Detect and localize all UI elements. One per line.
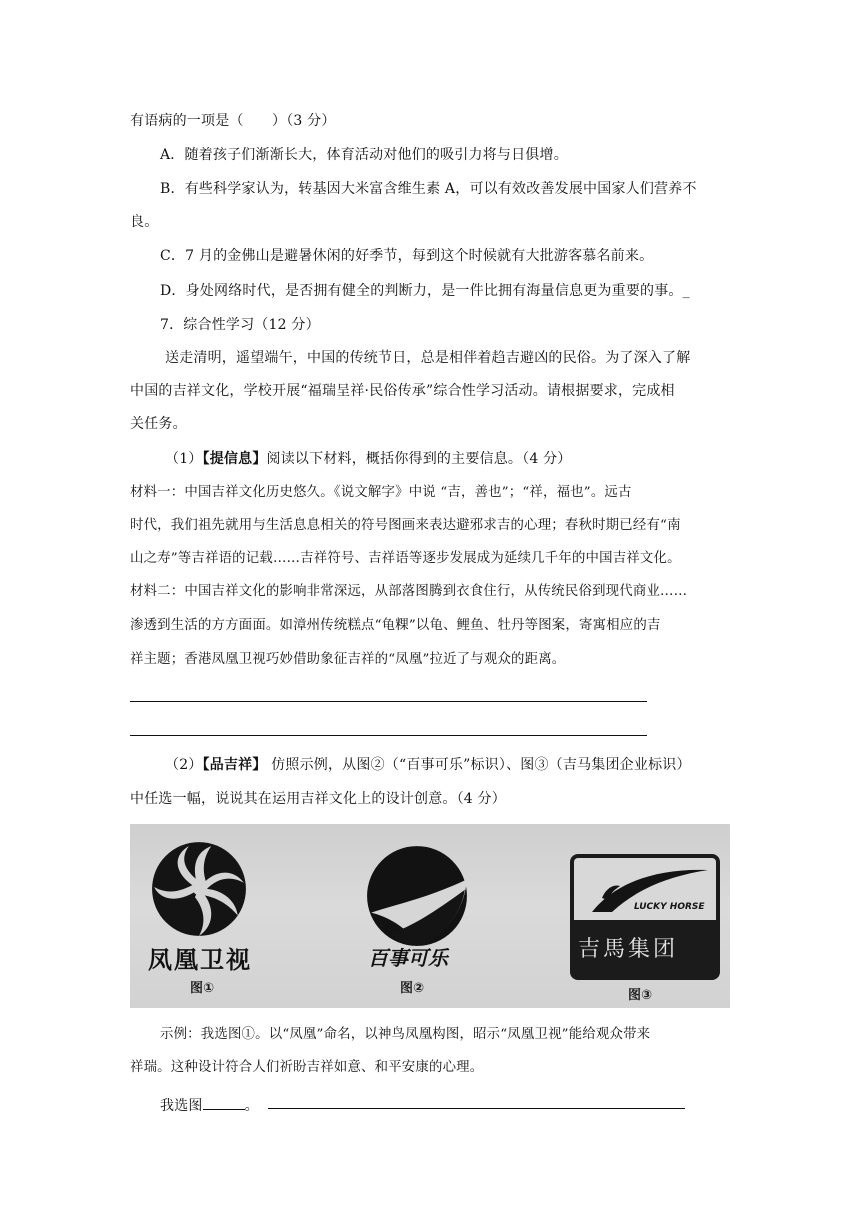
answer-line-2[interactable] <box>130 735 647 736</box>
part2-text: 仿照示例，从图②（“百事可乐”标识）、图③（吉马集团企业标识） <box>266 757 691 773</box>
material-line: 渗透到生活的方方面面。如漳州传统糕点“龟粿”以龟、鲤鱼、牡丹等图案，寄寓相应的吉 <box>130 618 661 633</box>
q6-option-d: D．身处网络时代，是否拥有健全的判断力，是一件比拥有海量信息更为重要的事。_ <box>160 283 690 299</box>
q7-part2-prompt <box>165 755 691 775</box>
example-line2: 祥瑞。这种设计符合人们祈盼吉祥如意、和平安康的心理。 <box>130 1060 484 1075</box>
example-line1: 示例：我选图①。以“凤凰”命名，以神鸟凤凰构图，昭示“凤凰卫视”能给观众带来 <box>160 1027 651 1042</box>
material-line: 时代，我们祖先就用与生活息息相关的符号图画来表达避邪求吉的心理；春秋时期已经有“南 <box>130 518 681 533</box>
logo-3-name: 吉馬集团 <box>578 937 679 962</box>
part1-text: 阅读以下材料，概括你得到的主要信息。（4 分） <box>266 451 572 467</box>
part1-number: （1） <box>165 451 203 467</box>
q7-title: 7．综合性学习（12 分） <box>160 317 320 333</box>
q7-intro-line3: 关任务。 <box>130 416 187 432</box>
q6-option-b-cont: 良。 <box>130 214 159 230</box>
q7-part2-prompt-cont: 中任选一幅，说说其在运用吉祥文化上的设计创意。（4 分） <box>130 791 506 807</box>
part1-tag: 【提信息】 <box>202 451 267 467</box>
figure-3-caption: 图③ <box>628 988 653 1003</box>
answer-line-1[interactable] <box>130 701 647 702</box>
material-line: 材料一：中国吉祥文化历史悠久。《说文解字》中说 “吉，善也”；“祥，福也”。远古 <box>130 485 632 500</box>
part2-number: （2） <box>165 757 203 773</box>
q6-option-c: C．7 月的金佛山是避暑休闲的好季节，每到这个时候就有大批游客慕名前来。 <box>160 248 654 264</box>
answer-separator: 。 <box>244 1098 259 1114</box>
q6-stem: 有语病的一项是（ ）（3 分） <box>130 113 336 129</box>
logo-2-name: 百事可乐 <box>368 946 448 970</box>
q6-option-b: B．有些科学家认为，转基因大米富含维生素 A，可以有效改善发展中国家人们营养不 <box>160 181 697 197</box>
figure-1-caption: 图① <box>190 981 215 996</box>
material-line: 祥主题；香港凤凰卫视巧妙借助象征吉祥的“凤凰”拉近了与观众的距离。 <box>130 652 566 667</box>
phoenix-icon <box>148 838 250 940</box>
logo-3-english: LUCKY HORSE <box>634 902 705 912</box>
figure-2-caption: 图② <box>400 981 425 996</box>
q7-intro-line2: 中国的吉祥文化，学校开展“福瑞呈祥·民俗传承”综合性学习活动。请根据要求，完成相 <box>130 383 675 399</box>
figure-choice-blank[interactable] <box>203 1093 245 1110</box>
material-line: 材料二：中国吉祥文化的影响非常深远，从部落图腾到衣食住行，从传统民俗到现代商业…… <box>130 584 688 599</box>
answer-prefix: 我选图 <box>160 1098 203 1114</box>
pepsi-globe-icon <box>365 844 469 948</box>
answer-row <box>160 1093 259 1116</box>
logo-3-upper-panel <box>574 858 716 920</box>
logo-1-name: 凤凰卫视 <box>148 946 252 974</box>
q7-intro-line1: 送走清明，遥望端午，中国的传统节日，总是相伴着趋吉避凶的民俗。为了深入了解 <box>165 350 691 366</box>
q6-option-a: A．随着孩子们渐渐长大，体育活动对他们的吸引力将与日俱增。 <box>160 147 568 163</box>
material-line: 山之寿”等吉祥语的记载……吉祥符号、吉祥语等逐步发展成为延续几千年的中国吉祥文化。 <box>130 551 681 566</box>
answer-line-3[interactable] <box>268 1108 685 1109</box>
logo-figure <box>130 824 730 1008</box>
q7-part1-prompt <box>165 449 571 469</box>
lucky-horse-logo <box>570 854 720 980</box>
part2-tag: 【品吉祥】 <box>202 757 267 773</box>
